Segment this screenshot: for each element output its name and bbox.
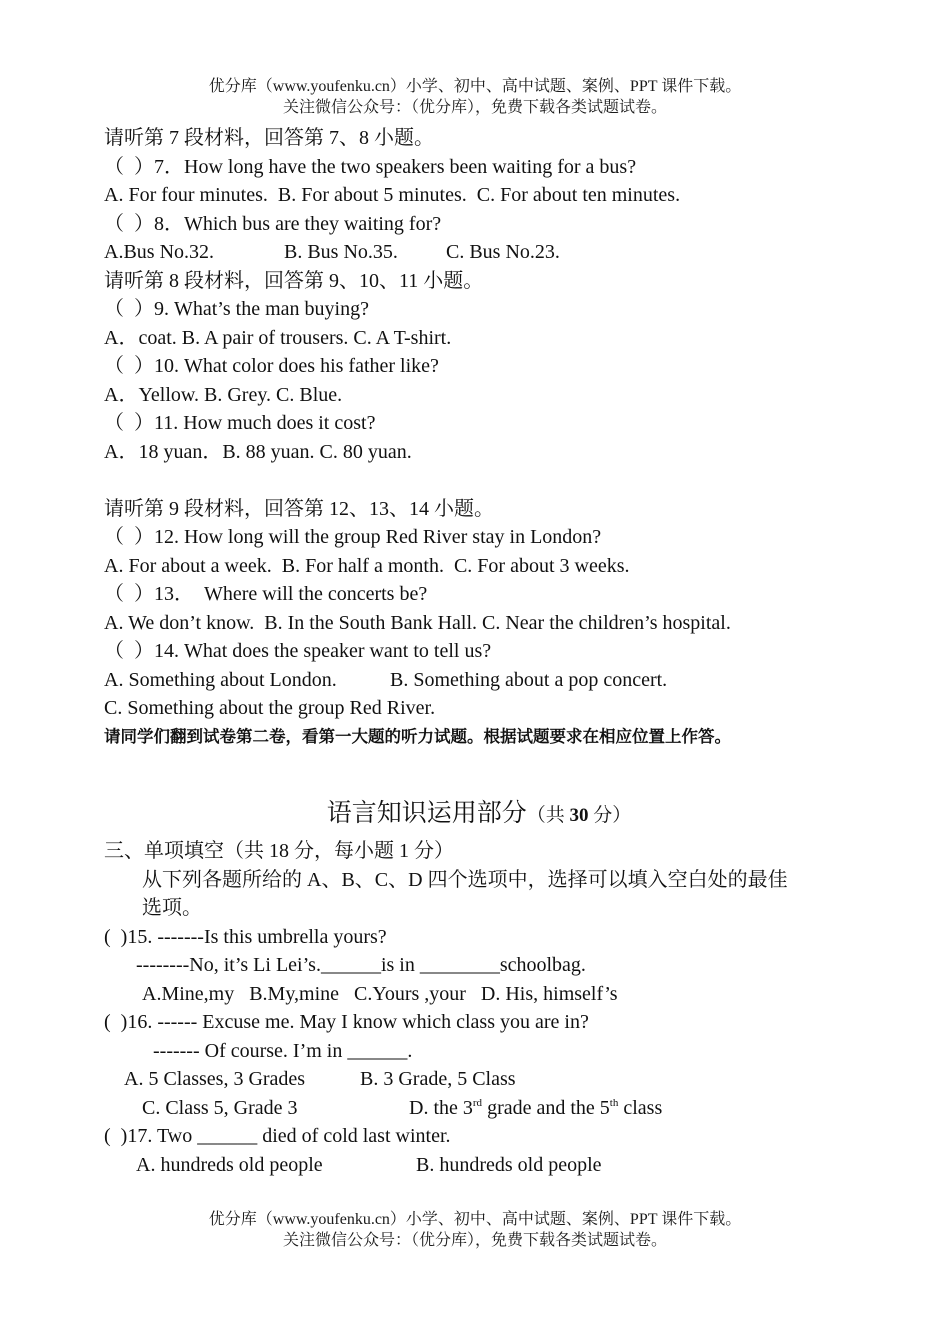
question-11-options: A．18 yuan．B. 88 yuan. C. 80 yuan. [104, 440, 412, 463]
spacer [104, 466, 864, 495]
question-12: （ ）12. How long will the group Red River stay in London? [104, 526, 602, 548]
passage-8-instruction: 请听第 8 段材料，回答第 9、10、11 小题。 [104, 269, 484, 292]
score-number: 30 [569, 805, 589, 826]
question-7: （ ）7．How long have the two speakers been waiting for a bus? [104, 155, 637, 178]
option-d [409, 1097, 662, 1119]
score-suffix: 分） [588, 805, 632, 826]
option-b: B. hundreds old people [416, 1153, 602, 1176]
part-3-instruction-line-2: 选项。 [142, 897, 202, 919]
part-3-instruction-line-1: 从下列各题所给的 A、B、C、D 四个选项中，选择可以填入空白处的最佳 [142, 868, 788, 891]
page-header [0, 76, 950, 118]
option-a: A. hundreds old people [136, 1153, 323, 1176]
spacer [104, 751, 864, 795]
question-13-options: A. We don’t know. B. In the South Bank Hall. C. Near the children’s hospital. [104, 611, 731, 634]
option-c: C. Class 5, Grade 3 [142, 1096, 298, 1119]
footer-line-1: 优分库（www.youfenku.cn）小学、初中、高中试题、案例、PPT 课件下载。 [208, 1211, 742, 1228]
option-a: A. 5 Classes, 3 Grades [124, 1068, 306, 1090]
score-prefix: （共 [526, 805, 570, 826]
question-7-options: A. For four minutes. B. For about 5 minutes. C. For about ten minutes. [104, 184, 681, 206]
footer-line-2: 关注微信公众号：（优分库），免费下载各类试题试卷。 [282, 1232, 667, 1249]
header-line-2: 关注微信公众号：（优分库），免费下载各类试题试卷。 [282, 99, 667, 116]
option-b: B. Something about a pop concert. [390, 668, 668, 691]
option-b: B. Bus No.35. [284, 241, 398, 263]
page-footer [0, 1209, 950, 1251]
question-8: （ ）8．Which bus are they waiting for? [104, 212, 442, 235]
question-14-options [104, 666, 864, 695]
page-content [104, 124, 864, 1179]
ordinal-suffix-rd: rd [472, 1096, 483, 1109]
question-17-options [104, 1151, 864, 1180]
section-score [527, 805, 632, 826]
question-9: （ ）9. What’s the man buying? [104, 298, 369, 320]
passage-9-instruction: 请听第 9 段材料，回答第 12、13、14 小题。 [104, 497, 494, 520]
option-a: A.Bus No.32. [104, 241, 215, 263]
question-15-options: A.Mine,my B.My,mine C.Yours ,your D. His, himself’s [142, 982, 618, 1005]
option-d-part-2: grade and the 5 [482, 1096, 610, 1119]
option-d-part-3: class [618, 1096, 663, 1119]
question-17: ( )17. Two ______ died of cold last winter. [104, 1125, 451, 1147]
question-16-options-row-1 [104, 1065, 864, 1094]
question-14: （ ）14. What does the speaker want to tell us? [104, 640, 492, 662]
question-10-options: A．Yellow. B. Grey. C. Blue. [104, 383, 343, 406]
question-16-options-row-2 [104, 1094, 864, 1123]
question-13: （ ）13． Where will the concerts be? [104, 583, 428, 605]
question-11: （ ）11. How much does it cost? [104, 412, 376, 434]
option-a: A. Something about London. [104, 668, 337, 691]
part-3-heading: 三、单项填空（共 18 分，每小题 1 分） [104, 840, 454, 862]
option-d-part-1: D. the 3 [409, 1096, 473, 1119]
question-14-option-c: C. Something about the group Red River. [104, 697, 436, 719]
question-16-response: ------- Of course. I’m in ______. [153, 1039, 413, 1062]
question-10: （ ）10. What color does his father like? [104, 355, 439, 377]
question-12-options: A. For about a week. B. For half a month. C. For about 3 weeks. [104, 554, 630, 577]
passage-7-instruction: 请听第 7 段材料，回答第 7、8 小题。 [104, 127, 434, 149]
ordinal-suffix-th: th [609, 1096, 619, 1109]
question-16: ( )16. ------ Excuse me. May I know which class you are in? [104, 1011, 589, 1033]
option-c: C. Bus No.23. [446, 241, 560, 263]
section-title [94, 795, 864, 835]
question-15: ( )15. -------Is this umbrella yours? [104, 925, 387, 948]
question-15-response: --------No, it’s Li Lei’s.______is in ________schoolbag. [136, 954, 586, 976]
question-8-options [104, 238, 864, 267]
listening-notice: 请同学们翻到试卷第二卷，看第一大题的听力试题。根据试题要求在相应位置上作答。 [104, 726, 731, 746]
header-line-1: 优分库（www.youfenku.cn）小学、初中、高中试题、案例、PPT 课件下载。 [208, 78, 742, 95]
question-9-options: A．coat. B. A pair of trousers. C. A T-shirt. [104, 326, 452, 349]
section-title-text: 语言知识运用部分 [326, 800, 527, 827]
option-b: B. 3 Grade, 5 Class [360, 1068, 516, 1090]
